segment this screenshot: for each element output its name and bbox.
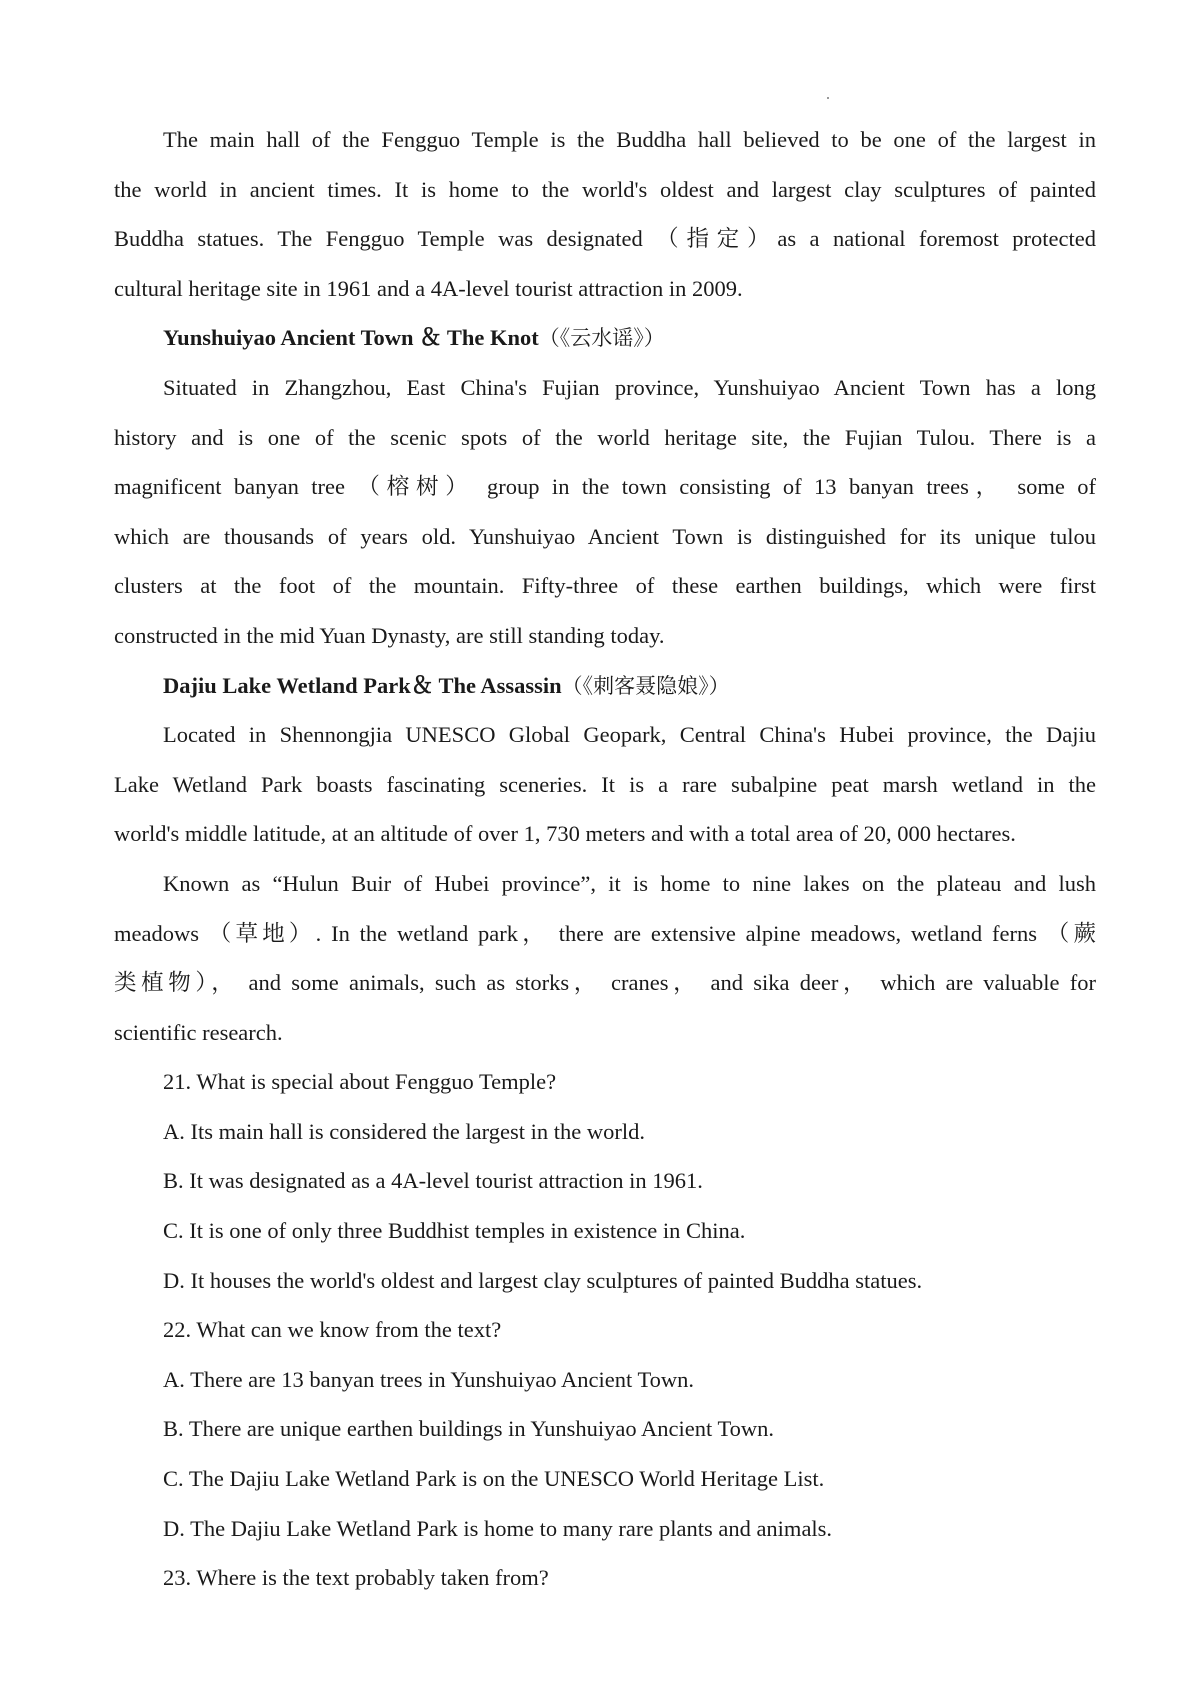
answer-option-b: B. It was designated as a 4A-level tourist attraction in 1961. [163, 1168, 703, 1194]
heading-chinese-title: （《刺客聂隐娘》） [561, 673, 730, 698]
answer-option-d: D. It houses the world's oldest and largest clay sculptures of painted Buddha statues. [163, 1267, 923, 1293]
heading-chinese-title: （《云水谣》） [538, 326, 665, 351]
stray-mark [827, 97, 829, 99]
paragraph-line: constructed in the mid Yuan Dynasty, are still standing today. [114, 622, 665, 648]
paragraph-line: which are thousands of years old. Yunshuiyao Ancient Town is distinguished for its unique tulou [114, 523, 1096, 549]
question-22 [114, 1305, 1096, 1553]
paragraph-line: The main hall of the Fengguo Temple is the Buddha hall believed to be one of the largest in [163, 127, 1096, 152]
paragraph-line: Buddha statues. The Fengguo Temple was designated （指定）as a national foremost protected [114, 226, 1096, 252]
answer-option-a: A. There are 13 banyan trees in Yunshuiyao Ancient Town. [163, 1366, 695, 1392]
question-stem: 22. What can we know from the text? [163, 1317, 502, 1343]
paragraph-line: meadows （草地）. In the wetland park， there are extensive alpine meadows, wetland ferns （蕨 [114, 920, 1096, 946]
paragraph-line: 类植物）， and some animals, such as storks， cranes， and sika deer， which are valuable for [114, 970, 1096, 996]
heading-title: Yunshuiyao Ancient Town ＆ The Knot [163, 325, 539, 351]
question-23 [114, 1553, 1096, 1603]
section-heading-dajiu [114, 661, 1096, 711]
paragraph-line: history and is one of the scenic spots of the world heritage site, the Fujian Tulou. There is a [114, 424, 1096, 450]
yunshuiyao-paragraph [114, 363, 1096, 661]
paragraph-line: Known as “Hulun Buir of Hubei province”, it is home to nine lakes on the plateau and lush [163, 870, 1096, 896]
section-heading-yunshuiyao [114, 313, 1096, 363]
question-21 [114, 1057, 1096, 1305]
paragraph-line: scientific research. [114, 1019, 283, 1045]
paragraph-line: Lake Wetland Park boasts fascinating sceneries. It is a rare subalpine peat marsh wetland in the [114, 771, 1096, 797]
answer-option-b: B. There are unique earthen buildings in Yunshuiyao Ancient Town. [163, 1416, 775, 1442]
answer-option-c: C. The Dajiu Lake Wetland Park is on the UNESCO World Heritage List. [163, 1466, 825, 1492]
paragraph-line: magnificent banyan tree （榕树） group in the town consisting of 13 banyan trees， some of [114, 474, 1096, 500]
paragraph-line: cultural heritage site in 1961 and a 4A-level tourist attraction in 2009. [114, 275, 743, 301]
paragraph-line: clusters at the foot of the mountain. Fifty-three of these earthen buildings, which were first [114, 573, 1096, 599]
fengguo-paragraph [114, 115, 1096, 313]
paragraph-line: world's middle latitude, at an altitude of over 1, 730 meters and with a total area of 20, 000 hectares. [114, 821, 1016, 847]
paragraph-line: Situated in Zhangzhou, East China's Fujian province, Yunshuiyao Ancient Town has a long [163, 374, 1096, 400]
question-stem: 21. What is special about Fengguo Temple? [163, 1069, 557, 1095]
paragraph-line: the world in ancient times. It is home to the world's oldest and largest clay sculptures of painted [114, 176, 1096, 202]
paragraph-line: Located in Shennongjia UNESCO Global Geopark, Central China's Hubei province, the Dajiu [163, 722, 1096, 748]
question-stem: 23. Where is the text probably taken from? [163, 1565, 549, 1591]
document-page [114, 115, 1096, 1603]
answer-option-c: C. It is one of only three Buddhist temples in existence in China. [163, 1218, 746, 1244]
dajiu-paragraph [114, 710, 1096, 1057]
answer-option-d: D. The Dajiu Lake Wetland Park is home to many rare plants and animals. [163, 1515, 833, 1541]
answer-option-a: A. Its main hall is considered the largest in the world. [163, 1118, 645, 1144]
heading-title: Dajiu Lake Wetland Park＆ The Assassin [163, 672, 562, 698]
